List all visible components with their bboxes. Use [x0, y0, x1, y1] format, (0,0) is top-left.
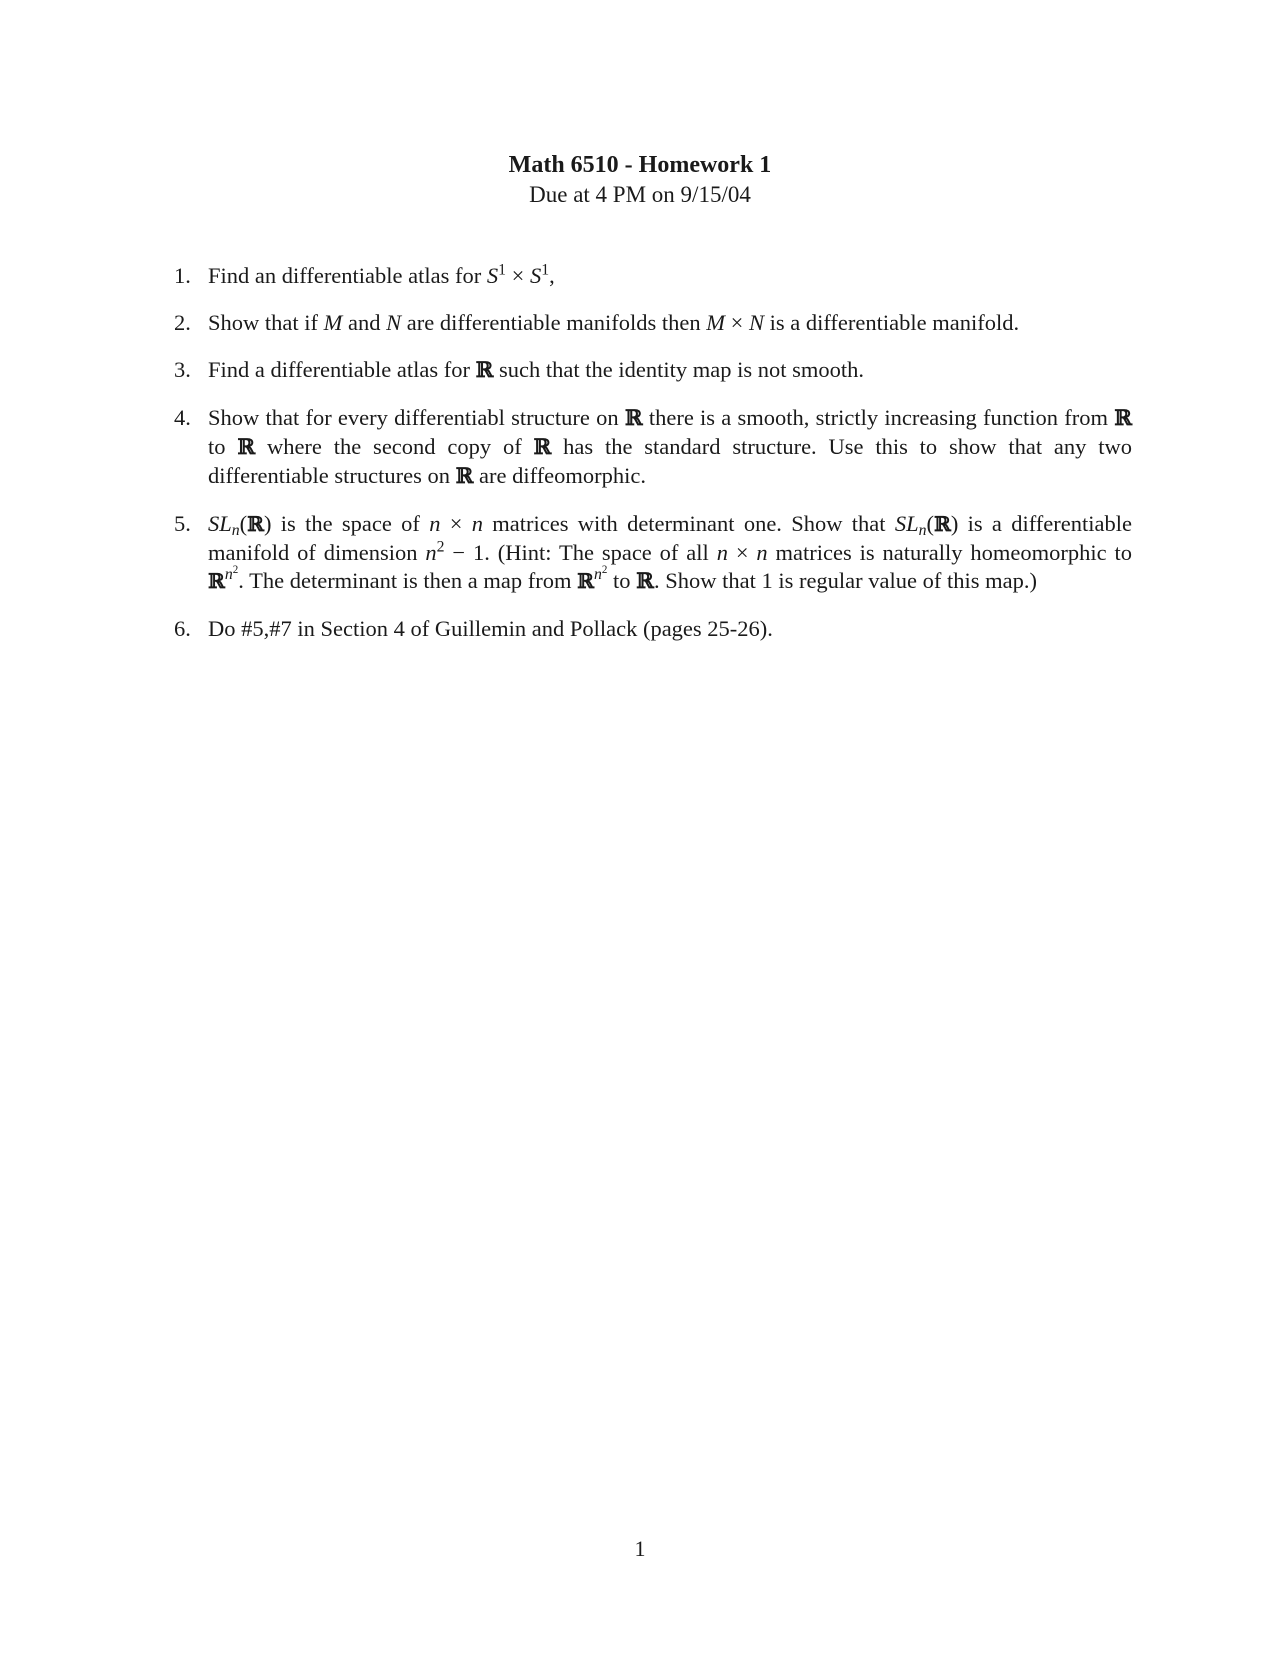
problem-text: Find an differentiable atlas for $S^1 \times S^1$,	[208, 261, 555, 288]
problem-text: $SL_n(ℝ)$ is the space of n × n matrices with determinant one. Show that $SL_n(ℝ)$ is a differentiable manifold of dimension $n^2 - 1$. (Hint: The space of all n × n matrices is naturally homeomorphic to ℝ$^{n^2}$. The determinant is then a map from ℝ$^{n^2}$ to ℝ. Show that 1 is regular value of this map.)	[208, 511, 1132, 594]
problem-text: Show that if M and N are differentiable manifolds then M × N is a differentiable manifold.	[208, 310, 1020, 335]
problem-item	[174, 309, 1132, 337]
document-header	[0, 150, 1280, 210]
problem-list	[174, 262, 1132, 662]
document-title: Math 6510 - Homework 1	[508, 152, 772, 178]
page-number: 1	[634, 1536, 646, 1561]
problem-number: 3.	[174, 357, 191, 382]
problem-number: 1.	[174, 263, 191, 288]
problem-number: 6.	[174, 616, 191, 641]
problem-text: Find a differentiable atlas for ℝ such that the identity map is not smooth.	[208, 357, 864, 383]
problem-item	[174, 615, 1132, 643]
problem-item	[174, 262, 1132, 290]
problem-number: 4.	[174, 405, 191, 430]
problem-number: 5.	[174, 511, 191, 536]
problem-item	[174, 510, 1132, 596]
due-date: Due at 4 PM on 9/15/04	[529, 182, 751, 207]
problem-item	[174, 356, 1132, 385]
problem-text: Do #5,#7 in Section 4 of Guillemin and Pollack (pages 25-26).	[208, 616, 773, 641]
problem-number: 2.	[174, 310, 191, 335]
problem-item	[174, 404, 1132, 491]
problem-text: Show that for every differentiabl structure on ℝ there is a smooth, strictly increasing function from ℝ to ℝ where the second copy of ℝ has the standard structure. Use this to show that any two differentiable structures on ℝ are diffeomorphic.	[208, 405, 1132, 489]
